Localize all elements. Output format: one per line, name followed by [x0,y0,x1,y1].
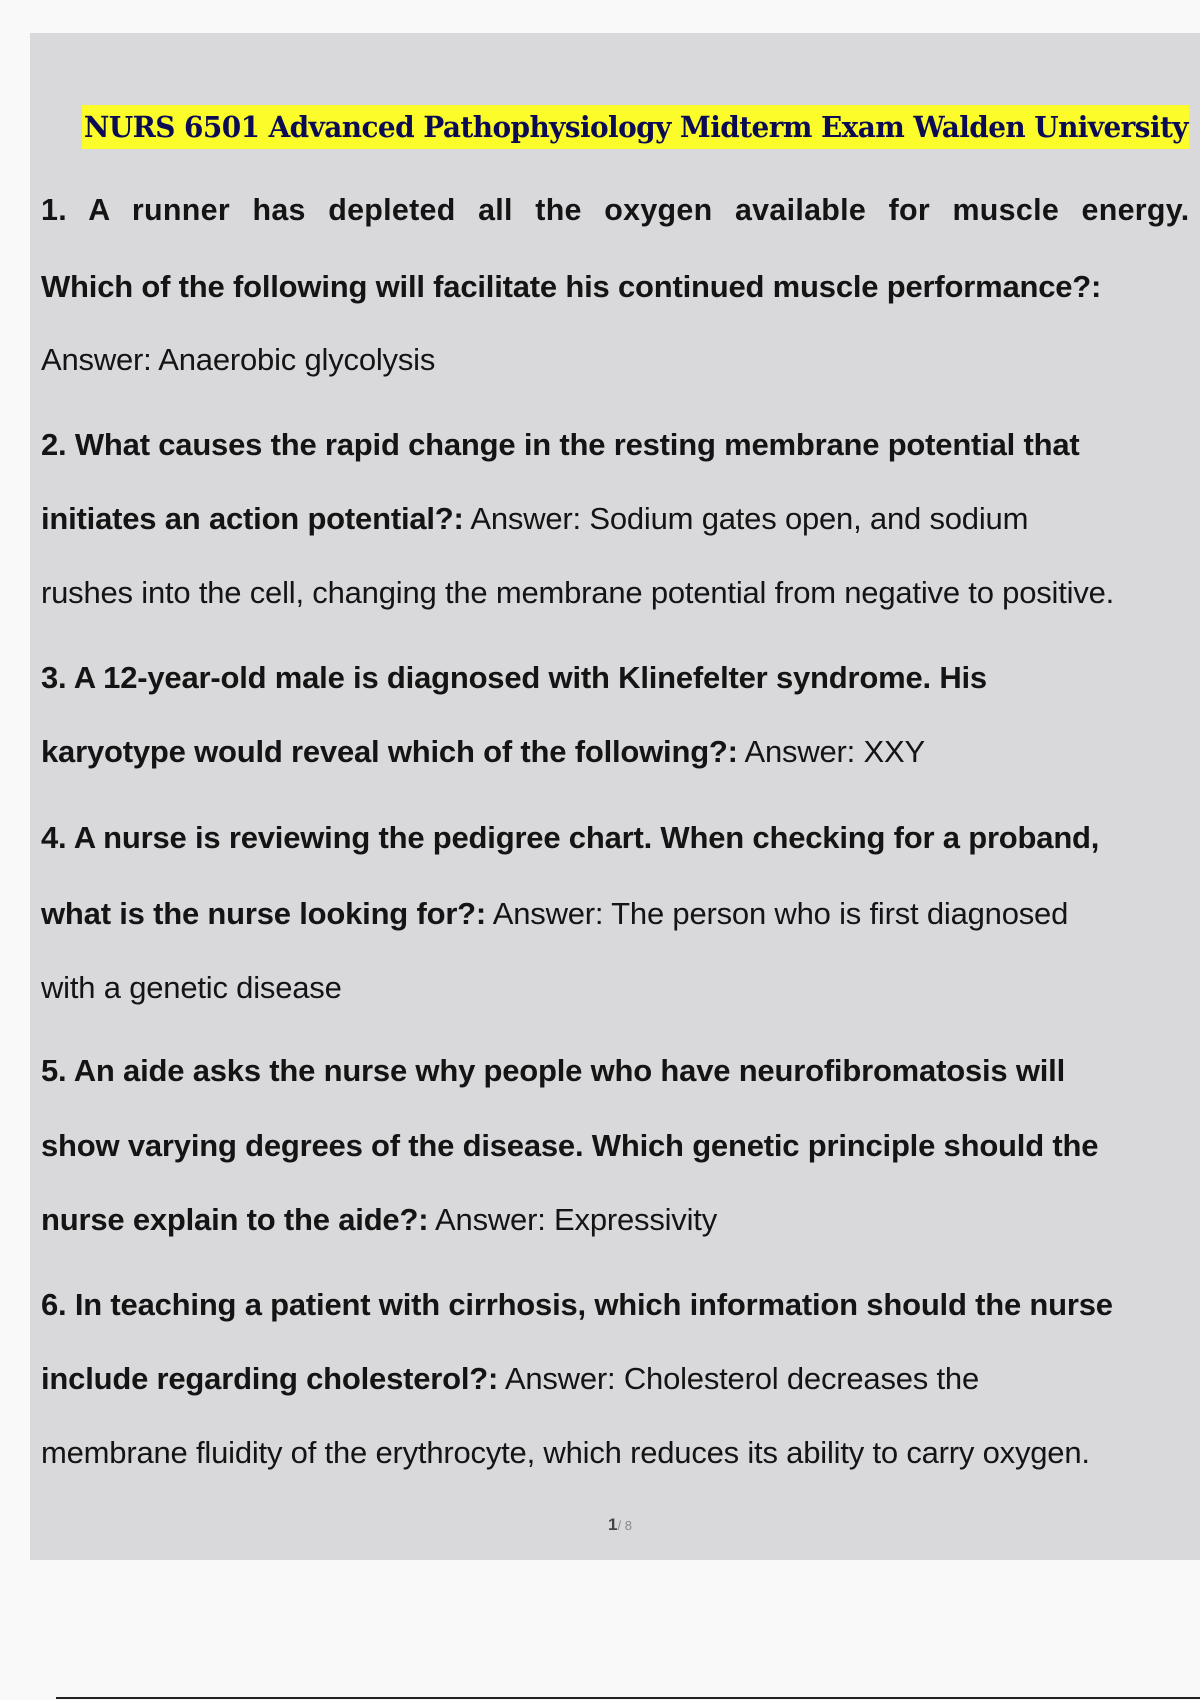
question-text: 6. In teaching a patient with cirrhosis, which information should the nurse [41,1287,1113,1322]
question-2-line-1 [41,425,1080,465]
question-text: karyotype would reveal which of the following?: [41,734,738,769]
question-text: 3. A 12-year-old male is diagnosed with Klinefelter syndrome. His [41,660,987,695]
answer-text: Answer: Cholesterol decreases the [498,1361,980,1396]
question-4-line-1 [41,818,1099,858]
question-5-line-1 [41,1051,1065,1091]
question-text: 2. What causes the rapid change in the resting membrane potential that [41,427,1080,462]
question-2-line-2 [41,499,1028,539]
question-text: 1. A runner has depleted all the oxygen available for muscle energy. [41,192,1190,227]
question-5-line-3 [41,1200,717,1240]
question-text: 5. An aide asks the nurse why people who have neurofibromatosis will [41,1053,1066,1088]
current-page: 1 [608,1515,618,1534]
question-4-line-2 [41,894,1068,934]
answer-text: membrane fluidity of the erythrocyte, which reduces its ability to carry oxygen. [41,1435,1090,1470]
question-5-line-2 [41,1126,1098,1166]
question-4-line-3 [41,968,342,1008]
document-title: NURS 6501 Advanced Pathophysiology Midterm Exam Walden University [82,105,1190,149]
answer-text: Answer: XXY [737,734,925,769]
question-1-line-3 [41,340,435,380]
question-3-line-1 [41,658,987,698]
divider [56,1697,1200,1699]
question-6-line-3 [41,1433,1090,1473]
answer-text: rushes into the cell, changing the membrane potential from negative to positive. [41,575,1115,610]
page-indicator [560,1515,680,1535]
question-2-line-3 [41,573,1114,613]
question-text: what is the nurse looking for?: [41,896,487,931]
question-text: show varying degrees of the disease. Which genetic principle should the [41,1128,1099,1163]
answer-text: Answer: Anaerobic glycolysis [41,342,436,377]
answer-text: Answer: The person who is first diagnosed [486,896,1069,931]
question-text: initiates an action potential?: [41,501,464,536]
question-text: include regarding cholesterol?: [41,1361,499,1396]
answer-text: Answer: Expressivity [428,1202,718,1237]
answer-text: Answer: Sodium gates open, and sodium [463,501,1029,536]
total-pages: / 8 [617,1518,632,1533]
question-6-line-2 [41,1359,979,1399]
question-text: nurse explain to the aide?: [41,1202,429,1237]
answer-text: with a genetic disease [41,970,342,1005]
question-text: 4. A nurse is reviewing the pedigree chart. When checking for a proband, [41,820,1100,855]
question-3-line-2 [41,732,925,772]
document-page [30,33,1200,1560]
question-1-line-2 [41,267,1101,307]
question-6-line-1 [41,1285,1113,1325]
question-text: Which of the following will facilitate his continued muscle performance?: [41,269,1102,304]
question-1-line-1 [41,190,1190,230]
